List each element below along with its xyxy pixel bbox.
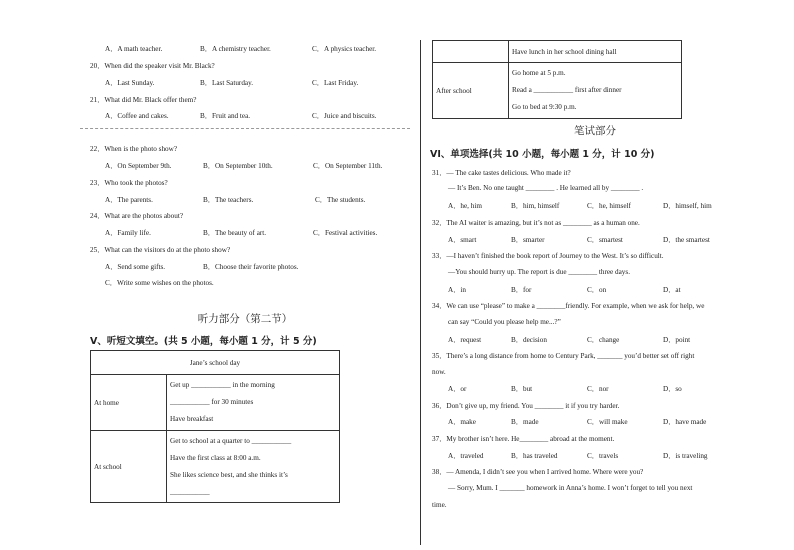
q21-options: A．Coffee and cakes. B．Fruit and tea. C．Juice and biscuits. bbox=[105, 112, 377, 120]
q38-line3: time. bbox=[432, 501, 447, 509]
q25-option-c: C．Write some wishes on the photos. bbox=[105, 279, 214, 287]
column-divider bbox=[420, 40, 421, 545]
q35-line2: now. bbox=[432, 368, 446, 376]
q24-options: A．Family life. B．The beauty of art. C．Festival activities. bbox=[105, 229, 378, 237]
listening-section-title: 听力部分（第二节） bbox=[197, 314, 293, 325]
row-after-school-content: Go home at 5 p.m. Read a ___________ first after dinner Go to bed at 9:30 p.m. bbox=[509, 63, 682, 119]
q32-options: A．smart B．smarter C．smartest D．the smartest bbox=[448, 236, 710, 244]
q22: 22．When is the photo show? bbox=[90, 145, 178, 153]
table-title: Jane’s school day bbox=[91, 351, 340, 375]
q37-options: A．traveled B．has traveled C．travels D．is traveling bbox=[448, 452, 708, 460]
q35-line1: 35．There’s a long distance from home to Century Park, _______ you’d better set off right bbox=[432, 352, 695, 360]
row-label-after-school: After school bbox=[433, 63, 509, 119]
q33-line2: —You should hurry up. The report is due ________ three days. bbox=[448, 268, 630, 276]
section-6-title: VI、单项选择(共 10 小题，每小题 1 分，计 10 分) bbox=[430, 149, 655, 160]
q38-line1: 38．— Amenda, I didn’t see you when I arrived home. Where were you? bbox=[432, 468, 644, 476]
row-at-school-content: Get to school at a quarter to ___________ Have the first class at 8:00 a.m. She likes science best, and she thinks it’s ___________ bbox=[167, 431, 340, 503]
row-label-at-home: At home bbox=[91, 375, 167, 431]
q20: 20．When did the speaker visit Mr. Black? bbox=[90, 62, 215, 70]
lunch-row: Have lunch in her school dining hall bbox=[509, 41, 682, 63]
row-at-home-content: Get up ___________ in the morning ___________ for 30 minutes Have breakfast bbox=[167, 375, 340, 431]
q22-options: A．On September 9th. B．On September 10th. C．On September 11th. bbox=[105, 162, 383, 170]
q19-options: A．A math teacher. B．A chemistry teacher. C．A physics teacher. bbox=[105, 45, 377, 53]
after-school-table bbox=[432, 40, 682, 119]
q21: 21．What did Mr. Black offer them? bbox=[90, 96, 197, 104]
q36-options: A．make B．made C．will make D．have made bbox=[448, 418, 707, 426]
dashed-separator bbox=[80, 128, 410, 129]
q20-options: A．Last Sunday. B．Last Saturday. C．Last Friday. bbox=[105, 79, 359, 87]
q32: 32．The AI waiter is amazing, but it’s not as ________ as a human one. bbox=[432, 219, 640, 227]
row-label-at-school: At school bbox=[91, 431, 167, 503]
q33-line1: 33．—I haven’t finished the book report of Journey to the West. It’s so difficult. bbox=[432, 252, 664, 260]
written-section-title: 笔试部分 bbox=[574, 126, 616, 137]
q31-line2: — It’s Ben. No one taught ________ . He learned all by ________ . bbox=[448, 184, 644, 192]
q36: 36．Don’t give up, my friend. You ________ it if you try harder. bbox=[432, 402, 620, 410]
q38-line2: — Sorry, Mum. I _______ homework in Anna’s home. I won’t forget to tell you next bbox=[448, 484, 693, 492]
q34-options: A．request B．decision C．change D．point bbox=[448, 336, 691, 344]
q33-options: A．in B．for C．on D．at bbox=[448, 286, 681, 294]
section-5-title: V、听短文填空。(共 5 小题，每小题 1 分，计 5 分) bbox=[90, 336, 317, 347]
q34-line1: 34．We can use “please” to make a ________friendly. For example, when we ask for help, we bbox=[432, 302, 705, 310]
q24: 24．What are the photos about? bbox=[90, 212, 184, 220]
q35-options: A．or B．but C．nor D．so bbox=[448, 385, 682, 393]
q31-options: A．he, him B．him, himself C．he, himself D．himself, him bbox=[448, 202, 712, 210]
q23: 23．Who took the photos? bbox=[90, 179, 168, 187]
q37: 37．My brother isn’t here. He________ abroad at the moment. bbox=[432, 435, 615, 443]
q25-options: A．Send some gifts. B．Choose their favorite photos. bbox=[105, 263, 299, 271]
q34-line2: can say “Could you please help me...?” bbox=[448, 318, 561, 326]
q25: 25．What can the visitors do at the photo show? bbox=[90, 246, 231, 254]
q31-line1: 31．— The cake tastes delicious. Who made it? bbox=[432, 169, 571, 177]
q23-options: A．The parents. B．The teachers. C．The students. bbox=[105, 196, 366, 204]
school-day-table bbox=[90, 350, 340, 503]
